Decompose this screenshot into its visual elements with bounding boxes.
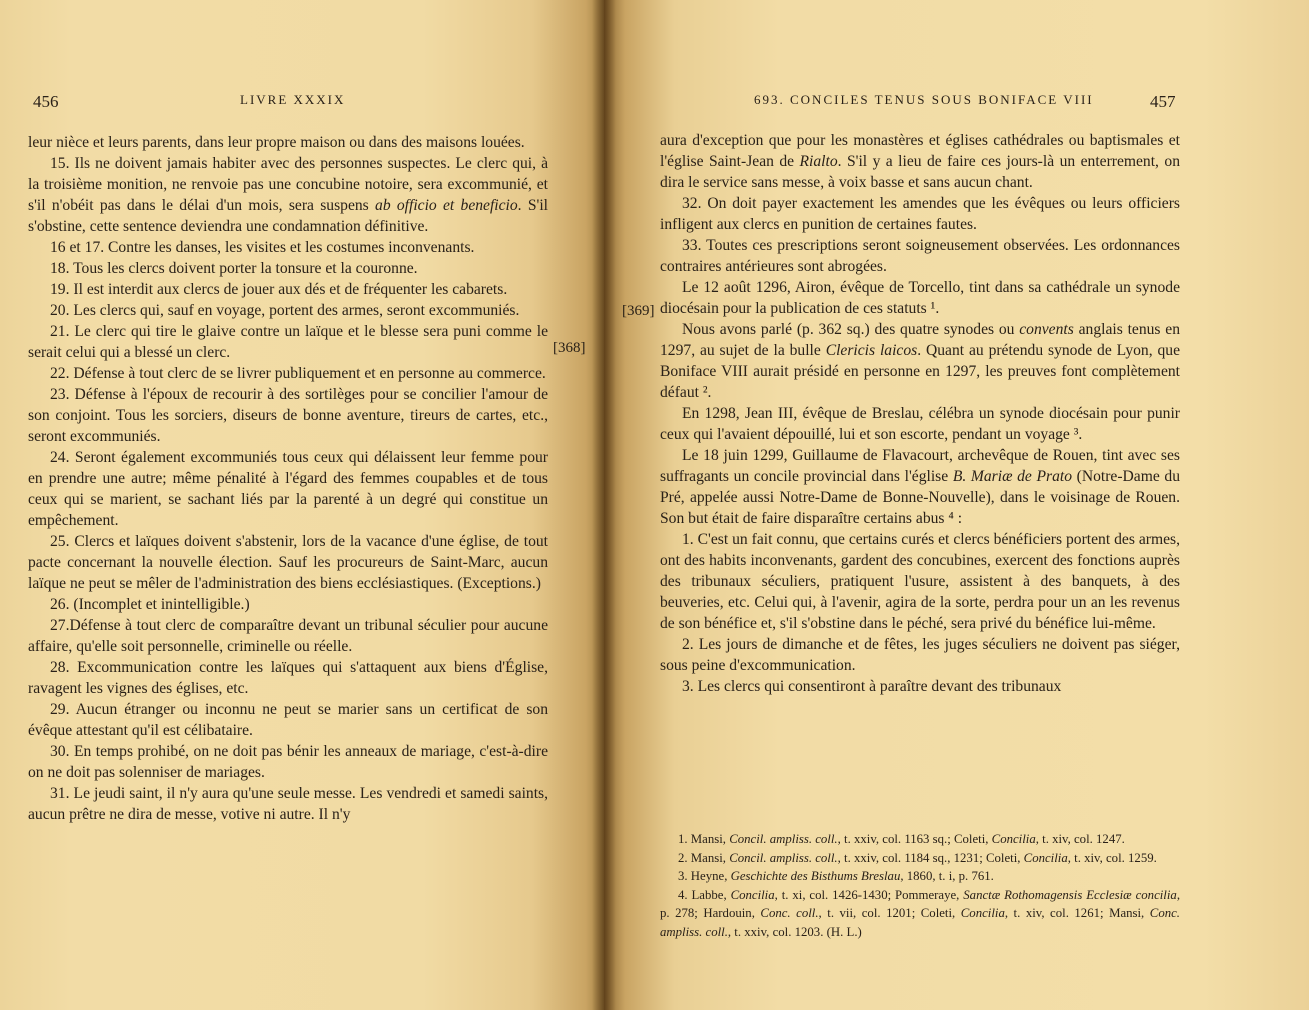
text-segment: , t. xiv, col. 1247. <box>1035 832 1125 846</box>
text-segment: , t. xi, col. 1426-1430; Pommeraye, <box>774 887 964 902</box>
text-segment: (Notre-Dame du Pré, appelée aussi Notre-Dame de Bonne-Nouvelle), dans le voisinage de Rouen. Son but était de faire disparaître certains abus ⁴ : <box>660 468 1181 527</box>
left-margin-note: [368] <box>553 340 586 356</box>
text-segment: , 1860, t. i, p. 761. <box>900 869 994 884</box>
text-segment: , t. vii, col. 1201; Coleti, <box>818 906 961 921</box>
text-segment: anglais tenus en 1297, au sujet de la bulle <box>660 321 1181 359</box>
italic-segment: Rialto <box>799 153 838 170</box>
left-page <box>0 0 604 1010</box>
paragraph <box>28 531 548 594</box>
text-segment: 22. Défense à tout clerc de se livrer publiquement et en personne au commerce. <box>50 365 546 382</box>
italic-segment: Conc. ampliss. coll. <box>660 906 1180 939</box>
text-segment: 4. Labbe, <box>678 887 731 902</box>
paragraph <box>28 321 548 363</box>
text-segment: 32. On doit payer exactement les amendes que les évêques ou leurs officiers infligent aux clercs en punition de certaines fautes. <box>660 195 1180 233</box>
paragraph <box>28 363 548 384</box>
paragraph <box>660 235 1180 277</box>
italic-segment: Concil. ampliss. coll. <box>729 832 838 846</box>
paragraph <box>28 657 548 699</box>
italic-segment: Sanctæ Rothomagensis Ecclesiæ concilia <box>963 887 1177 902</box>
paragraph <box>28 699 548 741</box>
paragraph <box>28 447 548 531</box>
italic-segment: Clericis laicos <box>825 342 918 359</box>
italic-segment: Concilia <box>1023 850 1068 865</box>
italic-segment: convents <box>1019 321 1074 338</box>
text-segment: 28. Excommunication contre les laïques qui s'attaquent aux biens d'Église, ravagent les vignes des églises, etc. <box>28 659 548 697</box>
left-page-number: 456 <box>33 92 59 111</box>
italic-segment: Geschichte des Bisthums Breslau <box>730 869 901 884</box>
right-running-head: 693. CONCILES TENUS SOUS BONIFACE VIII <box>754 92 1094 107</box>
text-segment: 27.Défense à tout clerc de comparaître devant un tribunal séculier pour aucune affaire, qu'elle soit personnelle, criminelle ou réelle. <box>28 617 548 655</box>
right-body-text <box>660 130 1180 697</box>
paragraph <box>28 783 548 825</box>
text-segment: 1. C'est un fait connu, que certains curés et clercs bénéficiers portent des armes, ont des habits inconvenants, gardent des concubines, exercent des fonctions auprès des tribunaux séculiers, pratiquent l'usure, assistent à des banquets, à des beuveries, etc. Celui qui, à l'avenir, agira de la sorte, perdra pour un an les revenus de son bénéfice et, s'il s'obstine dans le péché, sera privé du bénéfice lui-même. <box>660 531 1180 632</box>
text-segment: 31. Le jeudi saint, il n'y aura qu'une seule messe. Les vendredi et samedi saints, aucun prêtre ne dira de messe, votive ni autre. Il n'y <box>28 785 548 823</box>
paragraph <box>28 258 548 279</box>
text-segment: , t. xiv, col. 1261; Mansi, <box>1004 906 1150 921</box>
paragraph <box>660 676 1180 697</box>
text-segment: 18. Tous les clercs doivent porter la tonsure et la couronne. <box>50 260 418 277</box>
paragraph <box>660 403 1180 445</box>
italic-segment: ab officio et beneficio <box>375 197 518 214</box>
text-segment: 21. Le clerc qui tire le glaive contre un laïque et le blesse sera puni comme le serait celui qui a blessé un clerc. <box>28 323 548 361</box>
text-segment: 29. Aucun étranger ou inconnu ne peut se marier sans un certificat de son évêque attestant qu'il est célibataire. <box>28 701 548 739</box>
paragraph <box>28 279 548 300</box>
paragraph <box>28 384 548 447</box>
text-segment: , t. xxiv, col. 1203. (H. L.) <box>727 924 862 939</box>
text-segment: , t. xxiv, col. 1163 sq.; Coleti, <box>837 832 992 846</box>
paragraph <box>660 445 1180 529</box>
paragraph <box>28 615 548 657</box>
italic-segment: Conc. coll. <box>760 906 819 921</box>
footnote <box>660 849 1180 868</box>
footnote <box>660 830 1180 849</box>
italic-segment: Concil. ampliss. coll. <box>729 850 838 865</box>
text-segment: 2. Les jours de dimanche et de fêtes, les juges séculiers ne doivent pas siéger, sous peine d'excommunication. <box>660 636 1180 674</box>
text-segment: 23. Défense à l'époux de recourir à des sortilèges pour se concilier l'amour de son conjoint. Tous les sorciers, diseurs de bonne aventure, tireurs de cartes, etc., seront excommuniés. <box>28 386 548 445</box>
text-segment: 16 et 17. Contre les danses, les visites et les costumes inconvenants. <box>50 239 475 256</box>
text-segment: 3. Les clercs qui consentiront à paraître devant des tribunaux <box>682 678 1062 695</box>
text-segment: 2. Mansi, <box>678 850 730 865</box>
text-segment: Le 12 août 1296, Airon, évêque de Torcello, tint dans sa cathédrale un synode diocésain pour la publication de ces statuts ¹. <box>660 279 1180 317</box>
text-segment: 20. Les clercs qui, sauf en voyage, portent des armes, seront excommuniés. <box>50 302 520 319</box>
text-segment: 33. Toutes ces prescriptions seront soigneusement observées. Les ordonnances contraires antérieures sont abrogées. <box>660 237 1180 275</box>
text-segment: , p. 278; Hardouin, <box>660 887 1181 921</box>
paragraph <box>660 277 1180 319</box>
italic-segment: Concilia <box>991 832 1036 846</box>
paragraph <box>28 300 548 321</box>
paragraph <box>28 153 548 237</box>
text-segment: 19. Il est interdit aux clercs de jouer aux dés et de fréquenter les cabarets. <box>50 281 508 298</box>
paragraph <box>28 741 548 783</box>
text-segment: Nous avons parlé (p. 362 sq.) des quatre synodes ou <box>682 321 1020 338</box>
text-segment: , t. xiv, col. 1259. <box>1067 850 1157 865</box>
text-segment: 1. Mansi, <box>678 832 730 846</box>
paragraph <box>660 529 1180 634</box>
text-segment: , t. xxiv, col. 1184 sq., 1231; Coleti, <box>837 850 1024 865</box>
paragraph <box>28 594 548 615</box>
paragraph <box>28 237 548 258</box>
italic-segment: Concilia <box>730 887 775 902</box>
paragraph <box>660 193 1180 235</box>
text-segment: 24. Seront également excommuniés tous ceux qui délaissent leur femme pour en prendre une autre; même pénalité à l'égard des femmes coupables et de tous ceux qui se marient, se sachant liés par la parenté à un degré qui constitue un empêchement. <box>28 449 548 529</box>
paragraph <box>660 130 1180 193</box>
text-segment: . S'il y a lieu de faire ces jours-là un enterrement, on dira le service sans messe, à voix basse et sans aucun chant. <box>660 153 1180 191</box>
footnote <box>660 886 1180 942</box>
italic-segment: B. Mariæ de Prato <box>952 468 1072 485</box>
right-page-number: 457 <box>1150 92 1176 111</box>
paragraph <box>660 634 1180 676</box>
footnote <box>660 867 1180 886</box>
text-segment: En 1298, Jean III, évêque de Breslau, célébra un synode diocésain pour punir ceux qui l'avaient dépouillé, lui et son escorte, pendant un voyage ³. <box>660 405 1180 443</box>
paragraph <box>28 132 548 153</box>
text-segment: leur nièce et leurs parents, dans leur propre maison ou dans des maisons louées. <box>28 134 525 151</box>
left-body-text <box>28 132 548 825</box>
text-segment: Le 18 juin 1299, Guillaume de Flavacourt, archevêque de Rouen, tint avec ses suffragants un concile provincial dans l'église <box>660 447 1180 485</box>
text-segment: 30. En temps prohibé, on ne doit pas bénir les anneaux de mariage, c'est-à-dire on ne doit pas solenniser de mariages. <box>28 743 548 781</box>
italic-segment: Concilia <box>960 906 1005 921</box>
text-segment: aura d'exception que pour les monastères et églises cathédrales ou baptismales et l'église Saint-Jean de <box>660 132 1180 170</box>
text-segment: 25. Clercs et laïques doivent s'abstenir, lors de la vacance d'une église, de tout pacte concernant la nouvelle élection. Sauf les procureurs de Saint-Marc, aucun laïque ne peut se mêler de l'administration des biens ecclésiastiques. (Exceptions.) <box>28 533 548 592</box>
left-running-head: LIVRE XXXIX <box>240 92 346 107</box>
footnotes <box>660 830 1180 942</box>
paragraph <box>660 319 1180 403</box>
text-segment: 26. (Incomplet et inintelligible.) <box>50 596 250 613</box>
text-segment: 15. Ils ne doivent jamais habiter avec des personnes suspectes. Le clerc qui, à la troisième monition, ne renvoie pas une concubine notoire, sera excommunié, et s'il n'obéit pas dans le délai d'un mois, sera suspens <box>28 155 548 214</box>
text-segment: . S'il s'obstine, cette sentence deviendra une condamnation définitive. <box>28 197 548 235</box>
text-segment: . Quant au prétendu synode de Lyon, que Boniface VIII aurait présidé en personne en 1297, les preuves font complètement défaut ². <box>660 342 1180 401</box>
right-page <box>604 0 1309 1010</box>
right-margin-note: [369] <box>622 303 655 319</box>
text-segment: 3. Heyne, <box>678 869 731 884</box>
